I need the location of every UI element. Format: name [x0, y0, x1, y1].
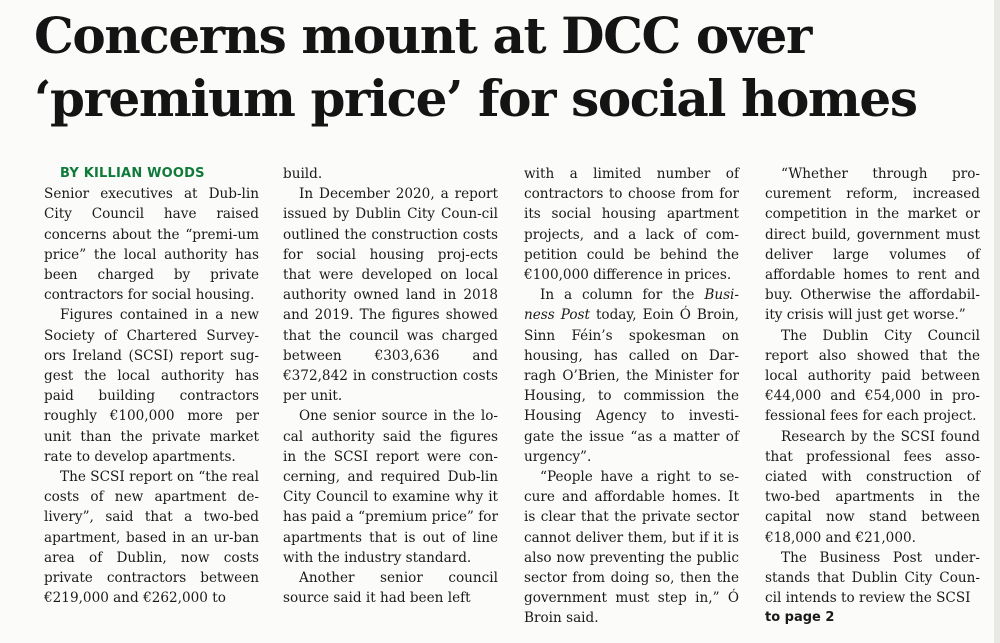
article-paragraph: Another senior council source said it had been left [283, 570, 498, 607]
article-column-2 [283, 164, 498, 608]
article-paragraph [524, 285, 739, 467]
article-column-3 [524, 164, 739, 629]
headline [34, 4, 994, 130]
article-paragraph: “People have a right to se-cure and affordable homes. It is clear that the private sector cannot deliver them, but if it is also now preventing the public sector from doing so, then the government must step in,” Ó Broin said. [524, 469, 739, 627]
column-intro: In a column for the [540, 287, 705, 304]
article-paragraph: In December 2020, a report issued by Dublin City Coun-cil outlined the construction costs for social housing proj-ects that were developed on local authority owned land in 2018 and 2019. The figures showed that the council was charged between €303,636 and €372,842 in construction costs per unit. [283, 186, 498, 405]
page-edge [994, 0, 1000, 643]
article-paragraph: The SCSI report on “the real costs of new apartment de-livery”, said that a two-bed apartment, based in an ur-ban area of Dublin, now costs private contractors between €219,000 and €262,000 to [44, 469, 259, 607]
column-intro-end: today, Eoin Ó Broin, [589, 307, 740, 324]
article-column-1 [44, 164, 259, 608]
article-paragraph: with a limited number of contractors to choose from for its social housing apartment projects, and a lack of com-petition could be behind the €100,000 difference in prices. [524, 166, 739, 284]
article-paragraph: Figures contained in a new Society of Chartered Survey-ors Ireland (SCSI) report sug-gest the local authority has paid building contractors roughly €100,000 more per unit than the private market rate to develop apartments. [44, 307, 259, 465]
byline: BY KILLIAN WOODS [60, 166, 205, 181]
article-paragraph: Research by the SCSI found that professional fees asso-ciated with construction of two-bed apartments in the capital now stand between €18,000 and €21,000. [765, 428, 980, 546]
publication-name: Busi-ness Post [524, 287, 739, 324]
headline-line-1: Concerns mount at DCC over [34, 6, 811, 65]
article-paragraph: Senior executives at Dub-lin City Council have raised concerns about the “premi-um price” the local authority has been charged by private contractors for social housing. [44, 186, 259, 304]
continuation-link[interactable]: to page 2 [765, 610, 835, 626]
article-paragraph: “Whether through pro-curement reform, increased competition in the market or direct build, government must deliver large volumes of affordable homes to rent and buy. Otherwise the affordabil-ity crisis will just get worse.” [765, 166, 980, 324]
article-paragraph: The Dublin City Council report also showed that the local authority paid between €44,000 and €54,000 in pro-fessional fees for each project. [765, 327, 980, 425]
article-column-4 [765, 164, 980, 629]
article-text: Sinn Féin’s spokesman on housing, has called on Dar-ragh O’Brien, the Minister for Housing, to commission the Housing Agency to investi-gate the issue “as a matter of urgency”. [524, 327, 739, 465]
article-paragraph: The Business Post under-stands that Dublin City Coun-cil intends to review the SCSI [765, 549, 980, 607]
article-paragraph: build. [283, 166, 323, 182]
article-paragraph: One senior source in the lo-cal authority said the figures in the SCSI report were con-cerning, and required Dub-lin City Council to examine why it has paid a “premium price” for apartments that is out of line with the industry standard. [283, 408, 498, 566]
headline-line-2: ‘premium price’ for social homes [34, 69, 917, 128]
